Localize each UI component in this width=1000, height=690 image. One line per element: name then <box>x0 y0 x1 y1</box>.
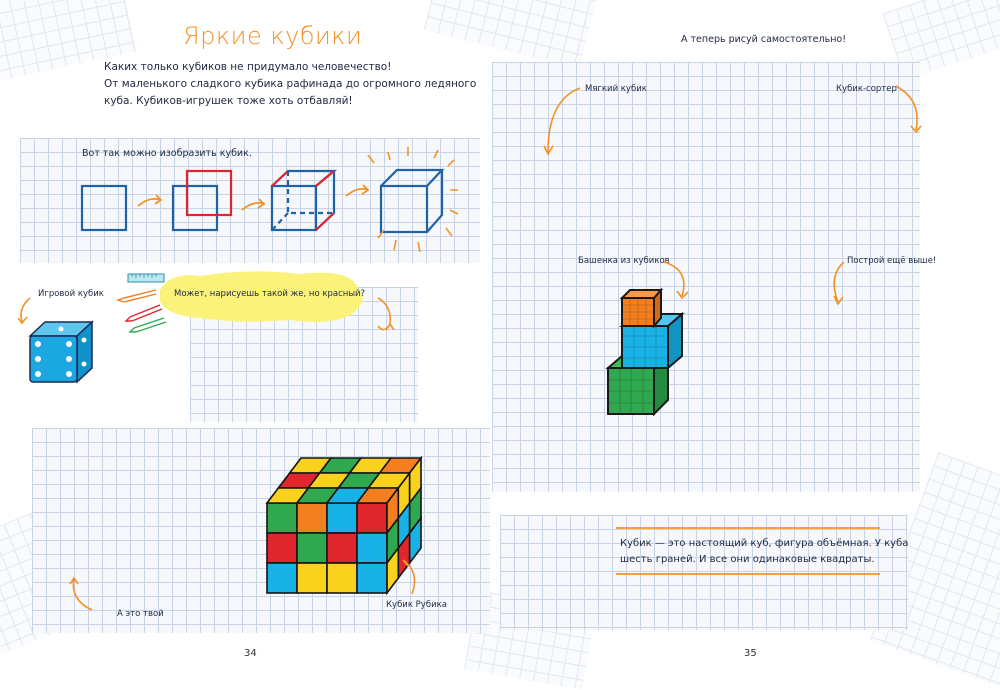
build-higher-label: Построй ещё выше! <box>847 256 937 266</box>
game-cube-label: Игровой кубик <box>38 289 104 299</box>
intro-line-2: От маленького сладкого кубика рафинада до огромного ледяного <box>104 78 477 90</box>
intro-line-3: куба. Кубиков-игрушек тоже хоть отбавляй! <box>104 95 353 107</box>
page-number-left: 34 <box>244 648 257 659</box>
speech-bubble-text: Может, нарисуешь такой же, но красный? <box>174 289 366 299</box>
your-turn-label: А это твой <box>117 609 164 619</box>
tower-label: Башенка из кубиков <box>578 256 670 266</box>
how-to-caption: Вот так можно изобразить кубик. <box>82 148 252 159</box>
intro-line-1: Каких только кубиков не придумало человечество! <box>104 61 392 73</box>
page-title: Яркие кубики <box>183 22 363 50</box>
sorter-cube-label: Кубик-сортер <box>836 84 897 94</box>
fact-line-2: шесть граней. И все они одинаковые квадраты. <box>620 554 875 565</box>
page-number-right: 35 <box>744 648 757 659</box>
soft-cube-label: Мягкий кубик <box>585 84 647 94</box>
right-page-header: А теперь рисуй самостоятельно! <box>681 34 847 45</box>
fact-line-1: Кубик — это настоящий куб, фигура объёмная. У куба <box>620 538 909 549</box>
rubik-label: Кубик Рубика <box>386 600 447 610</box>
